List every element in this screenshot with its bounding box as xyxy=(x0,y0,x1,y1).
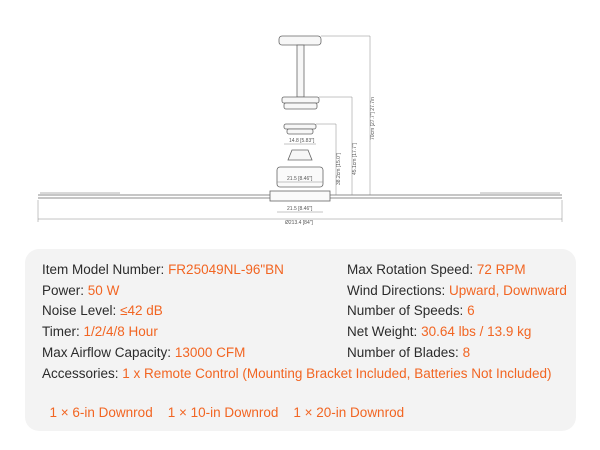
dim-motor-width: 21.5 [8.46"] xyxy=(287,176,313,182)
spec-airflow-value: 13000 CFM xyxy=(174,345,246,360)
spec-airflow xyxy=(42,344,245,362)
spec-speeds xyxy=(347,302,475,320)
dim-mid-height-2: 38.2cm [15.0"] xyxy=(336,152,342,185)
canopy xyxy=(279,36,321,45)
spec-accessories-label: Accessories: xyxy=(42,366,119,381)
spec-downrods xyxy=(42,386,404,422)
dim-mid-height-1: 45.1cm [17.7"] xyxy=(352,142,358,175)
spec-accessories xyxy=(42,365,552,383)
spec-noise-value: ≤42 dB xyxy=(120,303,163,318)
spec-accessories-value: 1 x Remote Control (Mounting Bracket Included, Batteries Not Included) xyxy=(122,366,552,381)
spec-wind-label: Wind Directions: xyxy=(347,283,446,298)
spec-weight-value: 30.64 lbs / 13.9 kg xyxy=(421,324,532,339)
dim-canopy-width: 14.8 [5.83"] xyxy=(289,138,315,144)
spec-blades-label: Number of Blades: xyxy=(347,345,459,360)
dim-overall-height: 70cm [27.7"] 27.7in xyxy=(370,97,376,140)
spec-wind xyxy=(347,282,567,300)
spec-power-label: Power: xyxy=(42,283,85,298)
spec-model-value: FR25049NL-96"BN xyxy=(168,262,284,277)
mid-housing xyxy=(284,124,316,129)
spec-timer-label: Timer: xyxy=(42,324,80,339)
spec-power xyxy=(42,282,119,300)
upper-housing xyxy=(282,97,319,103)
spec-timer-value: 1/2/4/8 Hour xyxy=(83,324,158,339)
spec-model xyxy=(42,261,284,279)
spec-rotation-value: 72 RPM xyxy=(476,262,526,277)
dim-motor-width-lower: 21.5 [8.46"] xyxy=(287,206,313,212)
spec-blades xyxy=(347,344,470,362)
spec-rotation-label: Max Rotation Speed: xyxy=(347,262,474,277)
spec-noise xyxy=(42,302,163,320)
spec-speeds-value: 6 xyxy=(467,303,475,318)
dim-blade-span: Ø213.4 [84"] xyxy=(285,220,313,226)
spec-wind-value: Upward, Downward xyxy=(449,283,567,298)
spec-model-label: Item Model Number: xyxy=(42,262,165,277)
downrod xyxy=(297,45,304,97)
spec-power-value: 50 W xyxy=(87,283,120,298)
hub xyxy=(288,150,312,160)
spec-downrods-value: 1 × 6-in Downrod 1 × 10-in Downrod 1 × 20-in Downrod xyxy=(49,405,405,420)
spec-blades-value: 8 xyxy=(462,345,471,360)
spec-speeds-label: Number of Speeds: xyxy=(347,303,464,318)
spec-noise-label: Noise Level: xyxy=(42,303,117,318)
spec-weight-label: Net Weight: xyxy=(347,324,418,339)
spec-rotation xyxy=(347,261,526,279)
spec-timer xyxy=(42,323,158,341)
spec-weight xyxy=(347,323,531,341)
spec-airflow-label: Max Airflow Capacity: xyxy=(42,345,172,360)
